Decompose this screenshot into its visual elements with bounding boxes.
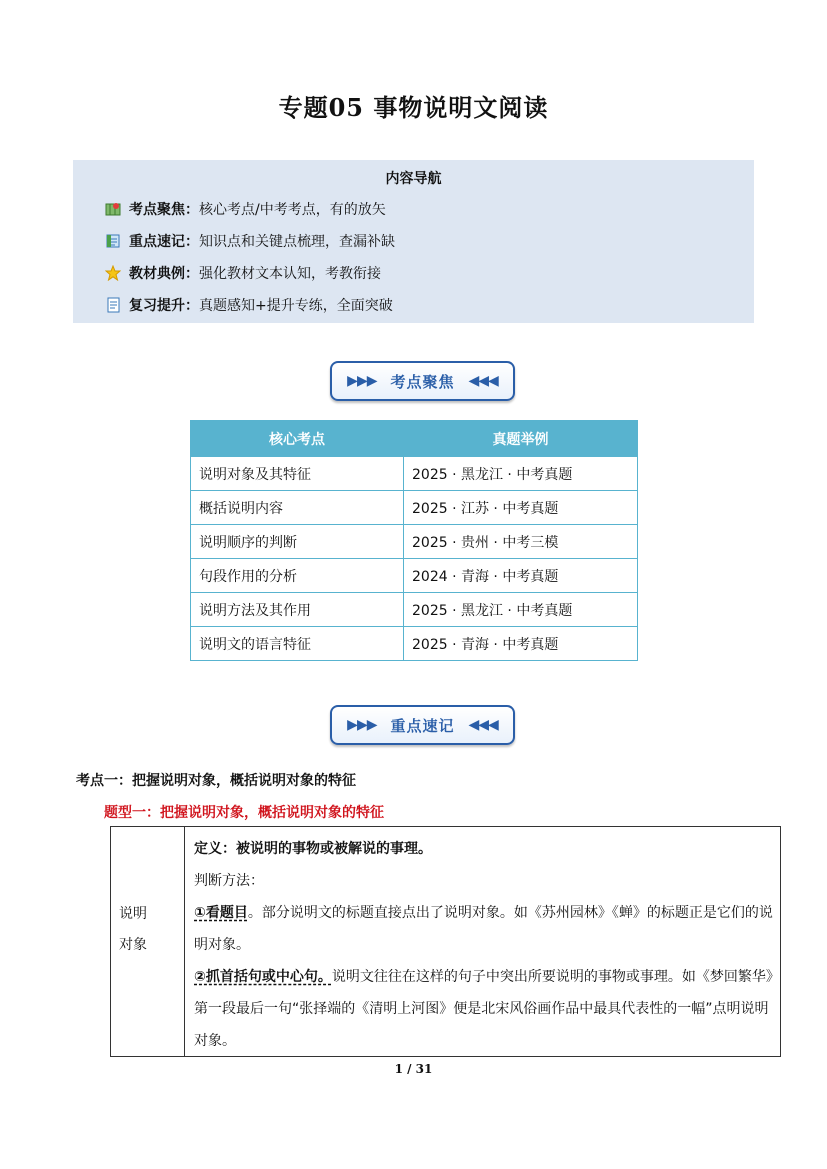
nav-item-label: 复习提升： [129,298,199,314]
page-title: 专题05 事物说明文阅读 [278,93,549,122]
nav-item-focus [105,198,386,220]
nav-item-label: 考点聚焦： [129,202,199,218]
star-icon [105,265,121,281]
table-cell: 句段作用的分析 [191,559,404,593]
method-1 [194,897,774,961]
question-type-heading: 题型一：把握说明对象，概括说明对象的特征 [104,805,384,821]
definition-content-cell [194,833,774,1057]
table-cell: 说明顺序的判断 [191,525,404,559]
left-arrows-icon: ◀◀◀ [468,717,498,733]
content-navigation-box [73,160,754,323]
table-row [191,525,638,559]
table-cell: 2025 · 青海 · 中考真题 [404,627,638,661]
nav-item-text: 知识点和关键点梳理，查漏补缺 [199,234,395,250]
method-1-text: 。部分说明文的标题直接点出了说明对象。如《苏州园林》《蝉》的标题正是它们的说明对象。 [194,905,773,953]
table-cell: 概括说明内容 [191,491,404,525]
left-arrows-icon: ◀◀◀ [468,373,498,389]
method-2 [194,961,774,1057]
table-cell: 2025 · 贵州 · 中考三模 [404,525,638,559]
key-points-table [190,420,638,661]
nav-item-review [105,294,393,316]
section-banner-memo [330,705,515,745]
nav-item-label: 教材典例： [129,266,199,282]
page-number: 1 / 31 [394,1062,433,1076]
method-2-head: ②抓首括句或中心句。 [194,969,332,985]
table-cell: 2025 · 黑龙江 · 中考真题 [404,457,638,491]
section-banner-focus [330,361,515,401]
nav-item-textbook [105,262,381,284]
table-cell: 2025 · 江苏 · 中考真题 [404,491,638,525]
term-line: 对象 [119,937,147,953]
table-header-row [191,421,638,457]
method-label: 判断方法： [194,873,264,889]
nav-item-text: 核心考点/中考考点，有的放矢 [199,202,386,218]
table-row [191,593,638,627]
key-point-heading: 考点一：把握说明对象，概括说明对象的特征 [76,773,356,789]
banner-label: 考点聚焦 [390,372,455,391]
term-line: 说明 [119,906,147,922]
document-icon [105,297,121,313]
table-cell: 2024 · 青海 · 中考真题 [404,559,638,593]
table-cell: 说明方法及其作用 [191,593,404,627]
nav-item-label: 重点速记： [129,234,199,250]
definition-text: 定义：被说明的事物或被解说的事理。 [194,841,432,857]
method-2-text: 说明文往往在这样的句子中突出所要说明的事物或事理。如《梦回繁华》第一段最后一句“张择端的《清明上河图》便是北宋风俗画作品中最具代表性的一幅”点明说明对象。 [194,969,773,1049]
column-header: 真题举例 [404,421,638,457]
definition-term-cell [111,827,185,1056]
definition-table [110,826,781,1057]
right-arrows-icon: ▶▶▶ [347,717,377,733]
table-row [191,457,638,491]
table-cell: 2025 · 黑龙江 · 中考真题 [404,593,638,627]
book-icon [105,233,121,249]
table-row [191,627,638,661]
nav-item-text: 真题感知+提升专练，全面突破 [199,298,393,314]
right-arrows-icon: ▶▶▶ [347,373,377,389]
table-row [191,559,638,593]
method-1-head: ①看题目 [194,905,248,921]
table-row [191,491,638,525]
map-icon [105,201,121,217]
table-cell: 说明对象及其特征 [191,457,404,491]
nav-item-text: 强化教材文本认知，考教衔接 [199,266,381,282]
banner-label: 重点速记 [390,716,455,735]
nav-item-memo [105,230,395,252]
table-cell: 说明文的语言特征 [191,627,404,661]
column-header: 核心考点 [191,421,404,457]
navigation-title: 内容导航 [385,171,442,187]
